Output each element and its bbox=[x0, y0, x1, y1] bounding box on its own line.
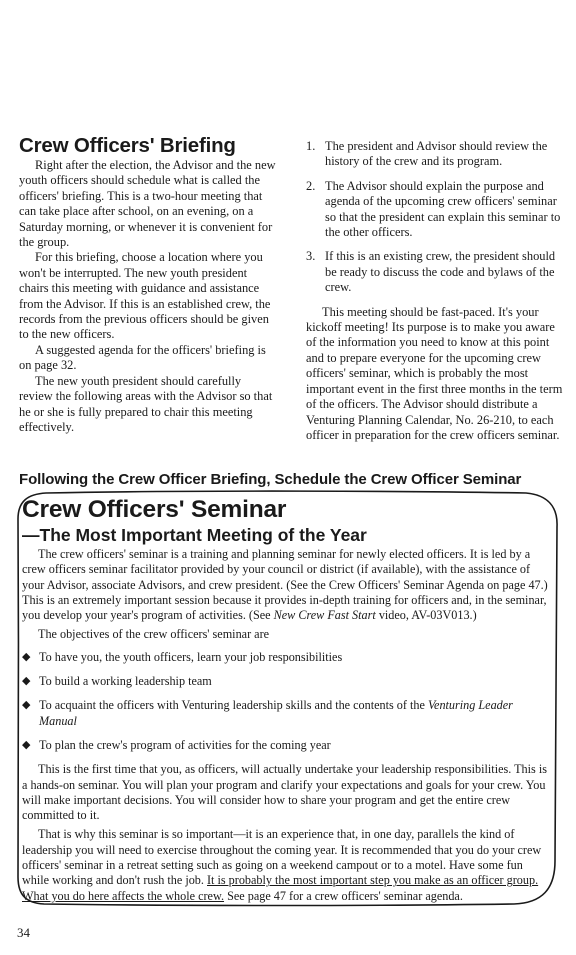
seminar-importance-paragraph bbox=[22, 827, 552, 903]
list-item bbox=[306, 249, 564, 295]
list-item bbox=[306, 139, 564, 170]
list-text: The Advisor should explain the purpose and agenda of the upcoming crew officers' seminar so that the president can explain this seminar to the other officers. bbox=[325, 178, 561, 240]
briefing-heading: Crew Officers' Briefing bbox=[19, 134, 236, 157]
seminar-first-time-paragraph: This is the first time that you, as officers, will actually undertake your leadership responsibilities. This is a hands-on seminar. You will plan your program and clarify your expectations and goals for your crew. You will make important decisions. You will consider how to share your program and get the entire crew committed to it. bbox=[22, 762, 547, 823]
objectives-lead: The objectives of the crew officers' seminar are bbox=[38, 627, 270, 642]
list-text: The president and Advisor should review the history of the crew and its program. bbox=[325, 139, 548, 169]
briefing-paragraph: The new youth president should carefully review the following areas with the Advisor so that he or she is fully prepared to chair this meeting effectively. bbox=[19, 373, 273, 434]
briefing-paragraph: A suggested agenda for the officers' briefing is on page 32. bbox=[19, 342, 266, 373]
seminar-banner-heading: Following the Crew Officer Briefing, Schedule the Crew Officer Seminar bbox=[19, 471, 522, 488]
briefing-left-column bbox=[19, 134, 277, 435]
page-number: 34 bbox=[17, 925, 30, 940]
seminar-intro-paragraph bbox=[22, 547, 552, 623]
bullet-text: To build a working leadership team bbox=[39, 674, 212, 689]
bullet-text: To have you, the youth officers, learn your job responsibilities bbox=[39, 649, 343, 664]
objectives-list bbox=[22, 650, 552, 753]
diamond-bullet-icon: ◆ bbox=[22, 650, 31, 663]
list-item bbox=[22, 698, 552, 729]
seminar-body bbox=[22, 547, 552, 904]
diamond-bullet-icon: ◆ bbox=[22, 699, 31, 712]
intro-text-b: video, AV-03V013.) bbox=[375, 608, 477, 623]
importance-text-a: That is why this seminar is so important—it is an experience that, in one day, parallels the kind of leadership you will need to exercise throughout the coming year. It is recommended that you do your crew officers' seminar in a retreat setting such as going on a weekend campout or to a motel. Have some fun while working and don't rush the job. bbox=[22, 827, 542, 888]
list-item bbox=[22, 738, 552, 753]
list-text: If this is an existing crew, the president should be ready to discuss the code and bylaws of the crew. bbox=[325, 249, 556, 295]
briefing-agenda-list bbox=[306, 139, 564, 296]
seminar-subtitle: —The Most Important Meeting of the Year bbox=[22, 525, 367, 545]
bullet-text-a: To acquaint the officers with Venturing leadership skills and the contents of the bbox=[39, 698, 428, 713]
list-number: 2. bbox=[306, 178, 316, 193]
list-item bbox=[306, 179, 564, 241]
importance-text-b: See page 47 for a crew officers' seminar agenda. bbox=[224, 888, 463, 903]
briefing-right-column bbox=[306, 139, 564, 443]
list-item bbox=[22, 674, 552, 689]
intro-text-a: The crew officers' seminar is a training and planning seminar for newly elected officers. It is led by a crew officers seminar facilitator provided by your council or district (if available), with the assistance of your Advisor, associate Advisors, and crew president. (See the Crew Officers' Seminar Agenda on page 47.) This is an extremely important session because it provides in-depth training for officers and, in the seminar, you develop your year's program of activities. (See bbox=[22, 547, 548, 623]
briefing-paragraph: For this briefing, choose a location where you won't be interrupted. The new youth president chairs this meeting with guidance and assistance from the Advisor. If this is an established crew, the records from the previous officers should be given to the new officers. bbox=[19, 250, 271, 342]
seminar-section bbox=[22, 495, 552, 904]
list-number: 1. bbox=[306, 139, 316, 153]
list-item bbox=[22, 650, 552, 665]
diamond-bullet-icon: ◆ bbox=[22, 675, 31, 688]
bullet-manual-title: Venturing Leader Manual bbox=[39, 698, 513, 728]
briefing-paragraph: Right after the election, the Advisor and the new youth officers should schedule what is called the officers' briefing. This is a two-hour meeting that can take place after school, on an evening, on a Saturday morning, or whenever it is convenient for the group. bbox=[19, 158, 276, 250]
importance-underlined-text: It is probably the most important step you make as an officer group. What you do here affects the whole crew. bbox=[22, 873, 539, 903]
briefing-closing-paragraph: This meeting should be fast-paced. It's your kickoff meeting! Its purpose is to make you aware of the information you need to know at this point and to prepare everyone for the upcoming crew officers' seminar, which is probably the most important event in the first three months in the term of the officers. The Advisor should distribute a Venturing Planning Calendar, No. 26-210, to each officer in preparation for the crew officers seminar. bbox=[306, 304, 563, 442]
diamond-bullet-icon: ◆ bbox=[22, 738, 31, 751]
intro-video-title: New Crew Fast Start bbox=[273, 608, 376, 623]
bullet-text: To plan the crew's program of activities for the coming year bbox=[39, 737, 331, 752]
seminar-heading: Crew Officers' Seminar bbox=[22, 496, 287, 523]
list-number: 3. bbox=[306, 249, 316, 264]
